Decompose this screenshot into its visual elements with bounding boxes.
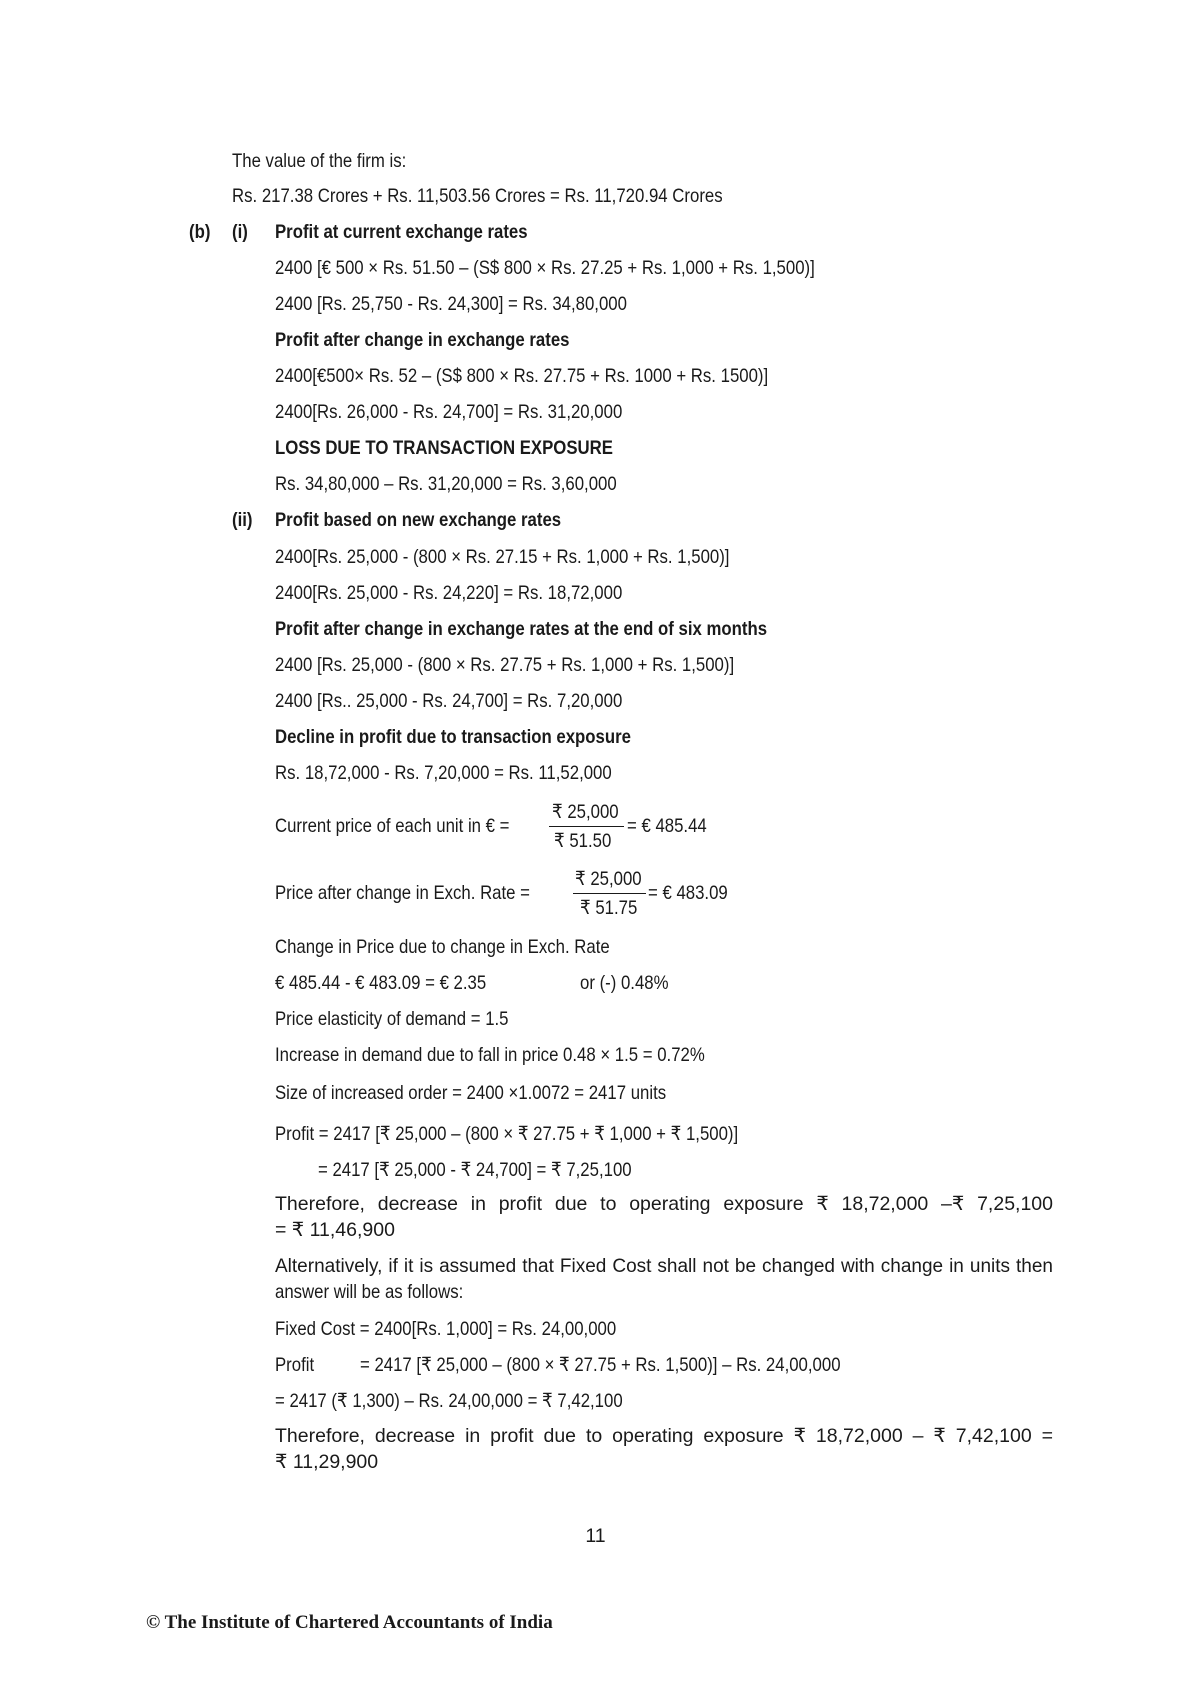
part-ii-label: (ii) bbox=[232, 509, 253, 531]
calc-line: = 2417 [₹ 25,000 – (800 × ₹ 27.75 + Rs. 1,500)] – Rs. 24,00,000 bbox=[360, 1354, 841, 1376]
heading-transaction-exposure-loss: LOSS DUE TO TRANSACTION EXPOSURE bbox=[275, 437, 613, 459]
calc-line: 2400[Rs. 25,000 - Rs. 24,220] = Rs. 18,72,000 bbox=[275, 582, 623, 604]
heading-profit-after-change: Profit after change in exchange rates bbox=[275, 329, 570, 351]
calc-line: Price elasticity of demand = 1.5 bbox=[275, 1008, 509, 1030]
calc-line: 2400 [Rs.. 25,000 - Rs. 24,700] = Rs. 7,20,000 bbox=[275, 690, 623, 712]
fraction-1-bar bbox=[549, 826, 624, 827]
calc-line: Rs. 18,72,000 - Rs. 7,20,000 = Rs. 11,52,000 bbox=[275, 762, 612, 784]
calc-line: 2400[Rs. 25,000 - (800 × Rs. 27.15 + Rs. 1,000 + Rs. 1,500)] bbox=[275, 546, 730, 568]
fraction-1-result: = € 485.44 bbox=[627, 815, 707, 837]
paragraph-line: = ₹ 11,46,900 bbox=[275, 1219, 395, 1241]
fraction-1-prefix: Current price of each unit in € = bbox=[275, 815, 510, 837]
calc-line: 2400 [Rs. 25,000 - (800 × Rs. 27.75 + Rs. 1,000 + Rs. 1,500)] bbox=[275, 654, 735, 676]
heading-profit-six-months: Profit after change in exchange rates at the end of six months bbox=[275, 618, 768, 640]
fraction-2-numerator: ₹ 25,000 bbox=[575, 868, 642, 890]
percent-change: or (-) 0.48% bbox=[580, 972, 669, 994]
fraction-2-bar bbox=[573, 893, 646, 894]
firm-value-intro: The value of the firm is: bbox=[232, 150, 407, 172]
heading-profit-new-rates: Profit based on new exchange rates bbox=[275, 509, 562, 531]
calc-line: 2400[€500× Rs. 52 – (S$ 800 × Rs. 27.75 + Rs. 1000 + Rs. 1500)] bbox=[275, 365, 769, 387]
paragraph-line: Alternatively, if it is assumed that Fixed Cost shall not be changed with change in units then bbox=[275, 1256, 1053, 1277]
fraction-2-result: = € 483.09 bbox=[648, 882, 728, 904]
calc-line: 2400 [€ 500 × Rs. 51.50 – (S$ 800 × Rs. 27.25 + Rs. 1,000 + Rs. 1,500)] bbox=[275, 257, 815, 279]
calc-line: Size of increased order = 2400 ×1.0072 = 2417 units bbox=[275, 1082, 667, 1104]
calc-line: = 2417 (₹ 1,300) – Rs. 24,00,000 = ₹ 7,42,100 bbox=[275, 1390, 623, 1412]
calc-line: 2400[Rs. 26,000 - Rs. 24,700] = Rs. 31,20,000 bbox=[275, 401, 623, 423]
fraction-1-numerator: ₹ 25,000 bbox=[552, 801, 619, 823]
fraction-2-denominator: ₹ 51.75 bbox=[580, 897, 638, 919]
calc-line: Change in Price due to change in Exch. Rate bbox=[275, 936, 610, 958]
page-number: 11 bbox=[585, 1525, 606, 1547]
paragraph-line: ₹ 11,29,900 bbox=[275, 1451, 379, 1473]
calc-line: 2400 [Rs. 25,750 - Rs. 24,300] = Rs. 34,80,000 bbox=[275, 293, 627, 315]
calc-line: Increase in demand due to fall in price 0.48 × 1.5 = 0.72% bbox=[275, 1044, 705, 1066]
part-i-label: (i) bbox=[232, 221, 248, 243]
calc-line: Fixed Cost = 2400[Rs. 1,000] = Rs. 24,00,000 bbox=[275, 1318, 617, 1340]
calc-line: = 2417 [₹ 25,000 - ₹ 24,700] = ₹ 7,25,100 bbox=[318, 1159, 632, 1181]
footer-copyright: © The Institute of Chartered Accountants of India bbox=[146, 1612, 553, 1633]
fraction-1-denominator: ₹ 51.50 bbox=[554, 830, 612, 852]
calc-line: Profit = 2417 [₹ 25,000 – (800 × ₹ 27.75 + ₹ 1,000 + ₹ 1,500)] bbox=[275, 1123, 739, 1145]
fraction-2-prefix: Price after change in Exch. Rate = bbox=[275, 882, 530, 904]
calc-line: Rs. 34,80,000 – Rs. 31,20,000 = Rs. 3,60,000 bbox=[275, 473, 617, 495]
part-b-label: (b) bbox=[189, 221, 211, 243]
paragraph-line: Therefore, decrease in profit due to operating exposure ₹ 18,72,000 –₹ 7,25,100 bbox=[275, 1193, 1053, 1215]
heading-decline-in-profit: Decline in profit due to transaction exposure bbox=[275, 726, 631, 748]
calc-line: € 485.44 - € 483.09 = € 2.35 bbox=[275, 972, 487, 994]
paragraph-line: Therefore, decrease in profit due to operating exposure ₹ 18,72,000 – ₹ 7,42,100 = bbox=[275, 1425, 1053, 1447]
profit-label: Profit bbox=[275, 1354, 315, 1376]
paragraph-line: answer will be as follows: bbox=[275, 1281, 464, 1303]
heading-profit-current-rates: Profit at current exchange rates bbox=[275, 221, 528, 243]
firm-value-calculation: Rs. 217.38 Crores + Rs. 11,503.56 Crores = Rs. 11,720.94 Crores bbox=[232, 185, 723, 207]
